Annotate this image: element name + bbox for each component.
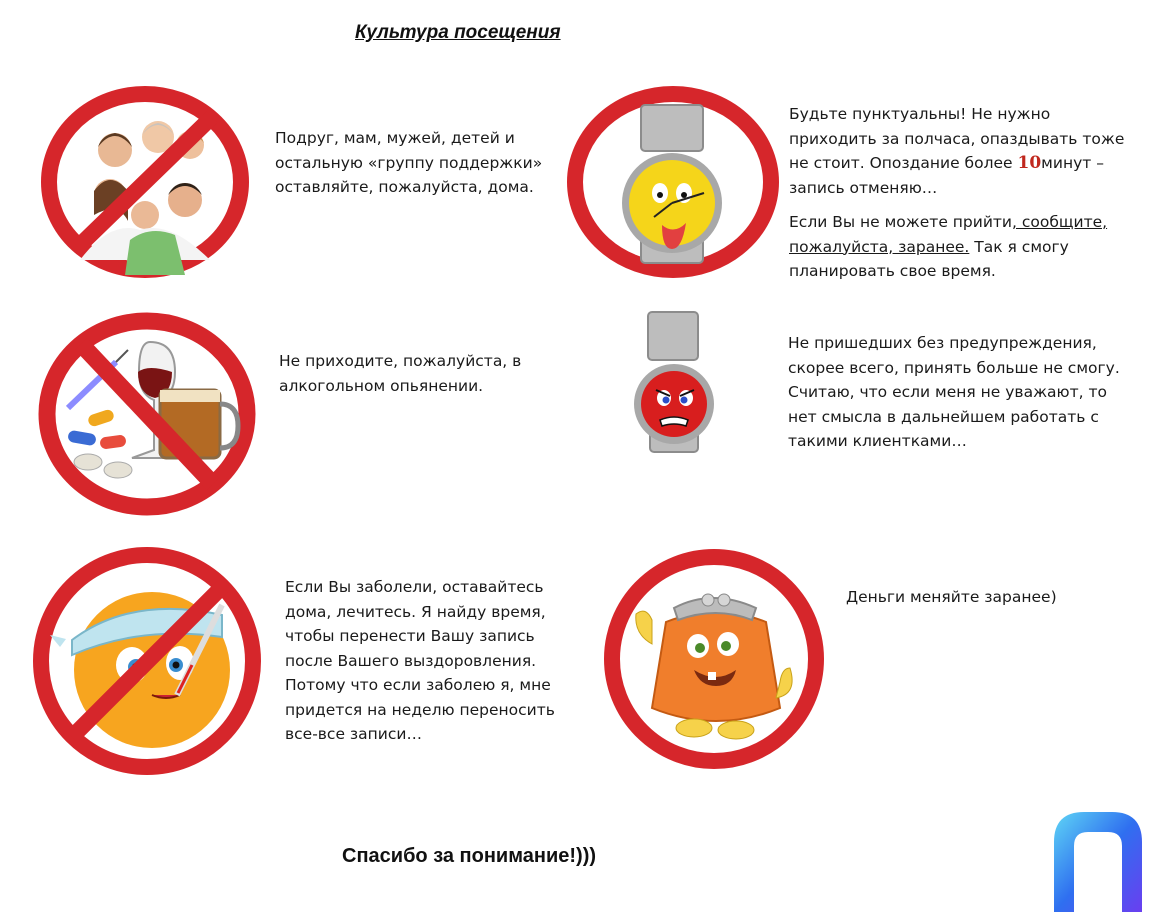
rule-text-4a: Будьте пунктуальны! Не нужно приходить за полчаса, опаздывать тоже не стоит. Опоздание более — [789, 105, 1125, 172]
rule-text-5: Не пришедших без предупреждения, скорее всего, принять больше не смогу. Считаю, что если меня не уважают, то нет смысла в дальнейшем работать с такими клиентками… — [788, 334, 1120, 450]
rule-text-6: Деньги меняйте заранее) — [846, 588, 1057, 606]
rule-text-1: Подруг, мам, мужей, детей и остальную «группу поддержки» оставляйте, пожалуйста, дома. — [275, 129, 543, 196]
rule-text-4d: Так я смогу планировать свое время. — [789, 237, 1069, 280]
purse-forbidden-icon — [604, 548, 824, 770]
rule-text-4b: минут – запись отменяю… — [789, 154, 1104, 197]
rule-text-4c: Если Вы не можете прийти — [789, 213, 1013, 231]
alcohol-drugs-forbidden-icon — [38, 312, 256, 517]
rule-text-3: Если Вы заболели, оставайтесь дома, лечитесь. Я найду время, чтобы перенести Вашу запись после Вашего выздоровления. Потому что если заболею я, мне придется на неделю переносить все-все записи… — [285, 578, 555, 743]
crowd-forbidden-icon — [40, 85, 250, 280]
late-minutes-number: 10 — [1017, 153, 1042, 173]
rule-text-4-underlined: , сообщите, пожалуйста, заранее. — [789, 213, 1108, 256]
sick-smiley-forbidden-icon — [32, 545, 262, 777]
late-watch-forbidden-icon — [566, 85, 781, 280]
rule-text-2: Не приходите, пожалуйста, в алкогольном опьянении. — [279, 352, 522, 395]
thanks-footer: Спасибо за понимание!))) — [342, 845, 597, 867]
rule-text-4 — [789, 102, 1141, 284]
page-title: Культура посещения — [355, 22, 561, 43]
angry-watch-icon — [628, 310, 723, 455]
brand-logo-icon — [1050, 808, 1146, 916]
